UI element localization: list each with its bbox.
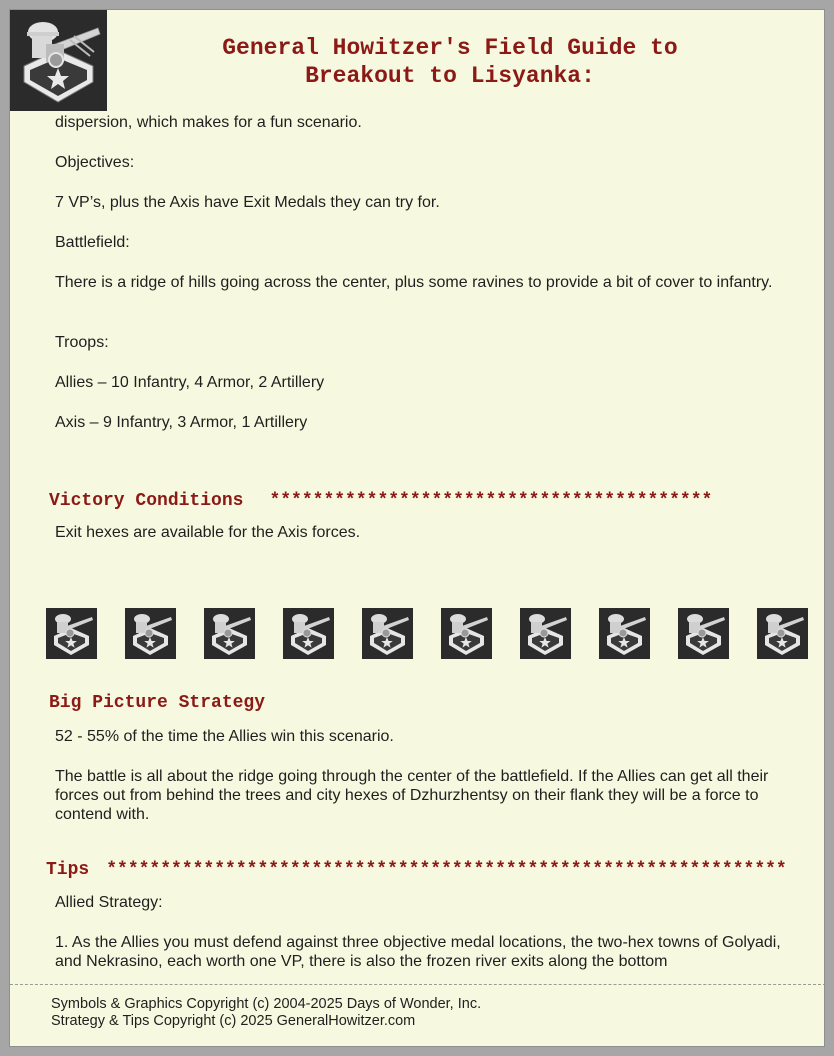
big-picture-heading-text: Big Picture Strategy xyxy=(49,693,266,713)
troops-allies: Allies – 10 Infantry, 4 Armor, 2 Artillery xyxy=(55,374,325,391)
howitzer-soldier-badge-icon xyxy=(204,608,255,659)
victory-heading-text: Victory Conditions xyxy=(49,491,244,511)
howitzer-soldier-badge-icon xyxy=(125,608,176,659)
copyright-line-1: Symbols & Graphics Copyright (c) 2004-2025 Days of Wonder, Inc. xyxy=(51,996,482,1012)
big-picture-heading xyxy=(49,692,805,714)
howitzer-soldier-badge-icon xyxy=(283,608,334,659)
troops-axis: Axis – 9 Infantry, 3 Armor, 1 Artillery xyxy=(55,414,308,431)
title-line-1: General Howitzer's Field Guide to xyxy=(222,35,678,61)
title-line-2: Breakout to Lisyanka: xyxy=(305,63,595,89)
howitzer-soldier-badge-icon xyxy=(520,608,571,659)
battlefield-label: Battlefield: xyxy=(55,234,130,251)
battlefield-text: There is a ridge of hills going across the center, plus some ravines to provide a bit of cover to infantry. xyxy=(55,274,773,291)
howitzer-logo-icon xyxy=(10,10,107,111)
howitzer-soldier-badge-icon xyxy=(757,608,808,659)
big-picture-text: The battle is all about the ridge going through the center of the battlefield. If the Allies can get all their forces out from behind the trees and city hexes of Dzhurzhentsy on their flank they will be a force to contend with. xyxy=(55,768,769,823)
howitzer-soldier-badge-icon xyxy=(362,608,413,659)
page-title xyxy=(160,34,740,90)
guide-page xyxy=(9,9,825,1047)
victory-text: Exit hexes are available for the Axis forces. xyxy=(55,524,361,541)
tips-heading-stars: *************************************************************** xyxy=(106,860,787,880)
howitzer-soldier-badge-icon xyxy=(678,608,729,659)
tips-heading xyxy=(46,859,802,881)
howitzer-soldier-badge-icon xyxy=(46,608,97,659)
troops-label: Troops: xyxy=(55,334,109,351)
howitzer-soldier-badge-icon xyxy=(441,608,492,659)
objectives-text: 7 VP’s, plus the Axis have Exit Medals they can try for. xyxy=(55,194,440,211)
win-rate-text: 52 - 55% of the time the Allies win this scenario. xyxy=(55,728,394,745)
icon-divider-row xyxy=(46,608,806,660)
victory-heading-stars: ***************************************** xyxy=(269,491,713,511)
allied-strategy-label: Allied Strategy: xyxy=(55,894,163,911)
copyright-footer xyxy=(51,996,481,1030)
copyright-line-2: Strategy & Tips Copyright (c) 2025 GeneralHowitzer.com xyxy=(51,1013,416,1029)
objectives-label: Objectives: xyxy=(55,154,135,171)
tips-heading-text: Tips xyxy=(46,860,90,880)
allied-tip-1: 1. As the Allies you must defend against three objective medal locations, the two-hex towns of Golyadi, and Nekrasino, each worth one VP, there is also the frozen river exits along the bottom xyxy=(55,934,781,970)
victory-conditions-heading xyxy=(49,490,805,512)
footer-divider xyxy=(10,984,825,985)
howitzer-soldier-badge-icon xyxy=(599,608,650,659)
intro-tail-text: dispersion, which makes for a fun scenario. xyxy=(55,114,362,131)
